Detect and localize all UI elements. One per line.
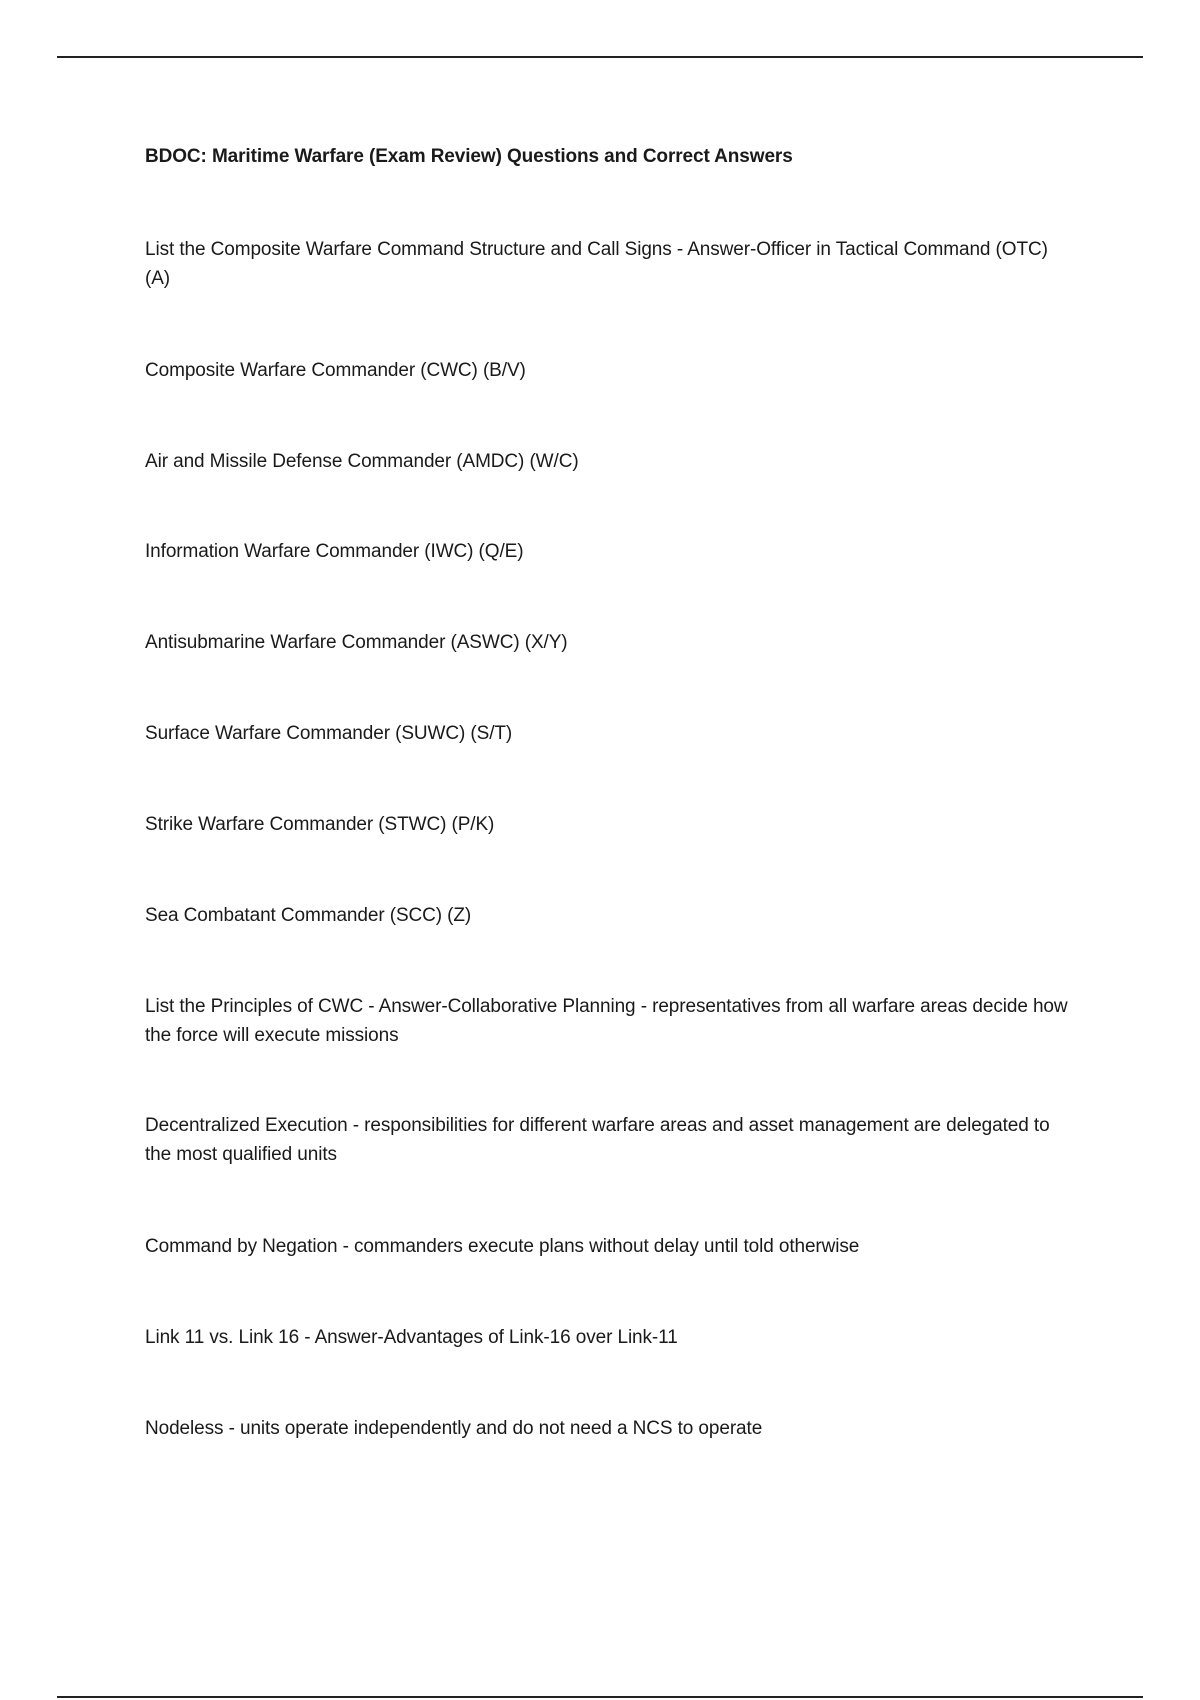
footer-rule	[57, 1696, 1143, 1698]
paragraph-8: Sea Combatant Commander (SCC) (Z)	[145, 905, 472, 926]
paragraph-13: Nodeless - units operate independently and do not need a NCS to operate	[145, 1418, 763, 1439]
paragraph-11: Command by Negation - commanders execute plans without delay until told otherwise	[145, 1236, 860, 1257]
paragraph-1: List the Composite Warfare Command Structure and Call Signs - Answer-Officer in Tactical Command (OTC) (A)	[145, 239, 1048, 289]
paragraph-6: Surface Warfare Commander (SUWC) (S/T)	[145, 723, 513, 744]
paragraph-10: Decentralized Execution - responsibilities for different warfare areas and asset management are delegated to the most qualified units	[145, 1115, 1050, 1165]
paragraph-4: Information Warfare Commander (IWC) (Q/E)	[145, 541, 524, 562]
paragraph-7: Strike Warfare Commander (STWC) (P/K)	[145, 814, 495, 835]
paragraph-12: Link 11 vs. Link 16 - Answer-Advantages of Link-16 over Link-11	[145, 1327, 678, 1348]
paragraph-3: Air and Missile Defense Commander (AMDC) (W/C)	[145, 451, 579, 472]
document-title: BDOC: Maritime Warfare (Exam Review) Questions and Correct Answers	[145, 146, 793, 167]
header-rule	[57, 56, 1143, 58]
paragraph-9: List the Principles of CWC - Answer-Collaborative Planning - representatives from all warfare areas decide how the force will execute missions	[145, 996, 1068, 1046]
paragraph-2: Composite Warfare Commander (CWC) (B/V)	[145, 360, 526, 381]
paragraph-5: Antisubmarine Warfare Commander (ASWC) (X/Y)	[145, 632, 568, 653]
